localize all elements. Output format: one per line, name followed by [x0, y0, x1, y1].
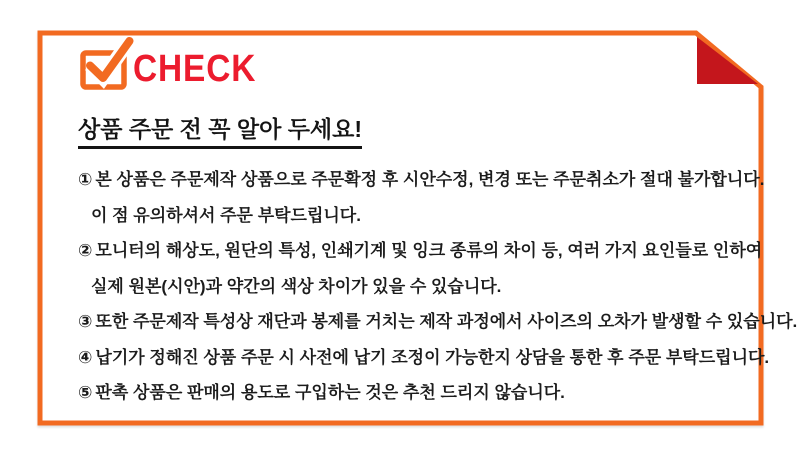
notice-item-2-continued: 실제 원본(시안)과 약간의 색상 차이가 있을 수 있습니다. — [91, 276, 502, 296]
notice-heading: 상품 주문 전 꼭 알아 두세요! — [78, 116, 362, 149]
item-5-number: ⑤ — [78, 383, 93, 402]
check-badge-label: CHECK — [133, 48, 257, 90]
item-3-text: 또한 주문제작 특성상 재단과 봉제를 거치는 제작 과정에서 사이즈의 오차가 발생할 수 있습니다. — [95, 312, 798, 331]
item-1-number: ① — [78, 170, 93, 189]
notice-item-5 — [78, 375, 748, 411]
notice-item-1-continued: 이 점 유의하셔서 주문 부탁드립니다. — [91, 205, 361, 225]
item-4-text: 납기가 정해진 상품 주문 시 사전에 납기 조정이 가능한지 상담을 통한 후 주문 부탁드립니다. — [95, 347, 770, 367]
item-5-text: 판촉 상품은 판매의 용도로 구입하는 것은 추천 드리지 않습니다. — [95, 383, 565, 402]
notice-list — [78, 162, 798, 411]
item-4-number: ④ — [78, 347, 93, 367]
item-1-text: 본 상품은 주문제작 상품으로 주문확정 후 시안수정, 변경 또는 주문취소가 절대 불가합니다. — [95, 170, 765, 189]
notice-item-3 — [78, 304, 798, 340]
notice-item-1 — [78, 162, 765, 198]
item-2-number: ② — [78, 241, 93, 260]
notice-item-4 — [78, 340, 770, 376]
notice-item-2 — [78, 233, 763, 269]
item-2-text: 모니터의 해상도, 원단의 특성, 인쇄기계 및 잉크 종류의 차이 등, 여러 가지 요인들로 인하여 — [95, 241, 763, 260]
item-3-number: ③ — [78, 312, 93, 331]
